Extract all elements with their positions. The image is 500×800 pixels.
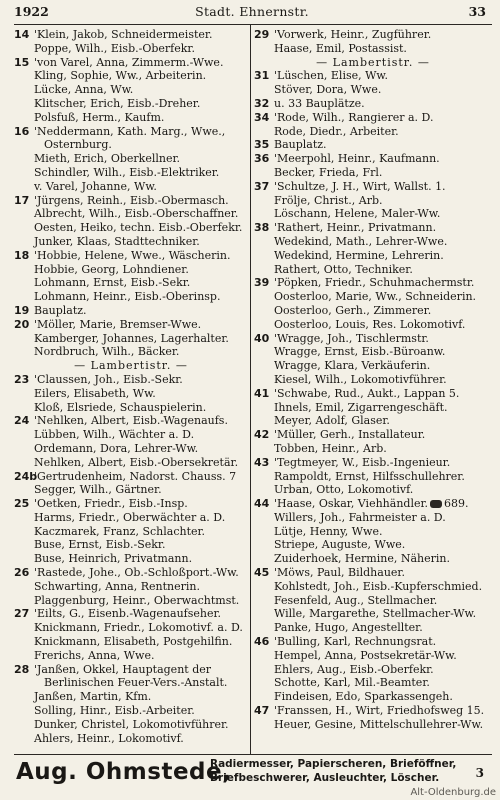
page-header — [14, 4, 490, 20]
house-number: 46 — [254, 635, 270, 649]
entry-text: 'Lüschen, Elise, Ww. — [274, 69, 389, 83]
directory-entry — [254, 69, 492, 83]
directory-entry — [254, 497, 492, 511]
directory-entry — [14, 511, 248, 525]
directory-entry — [254, 690, 492, 704]
directory-entry — [14, 663, 248, 677]
directory-entry — [254, 511, 492, 525]
entry-text: Fesenfeld, Aug., Stellmacher. — [274, 593, 438, 607]
header-page-number: 33 — [468, 4, 486, 19]
entry-text: Zuiderhoek, Hermine, Näherin. — [274, 552, 450, 566]
directory-entry — [254, 194, 492, 208]
entry-text: 'Schwabe, Rud., Aukt., Lappan 5. — [274, 386, 460, 400]
directory-entry — [14, 180, 248, 194]
telephone-icon — [430, 500, 442, 508]
entry-text: Solling, Hinr., Eisb.-Arbeiter. — [34, 704, 195, 718]
house-number: 42 — [254, 428, 270, 442]
entry-text: Knickmann, Friedr., Lokomotivf. a. D. — [34, 621, 243, 635]
ad-line-1: Radiermesser, Papierscheren, Brieföffner, — [210, 758, 457, 770]
entry-text: Wedekind, Hermine, Lehrerin. — [274, 248, 444, 262]
entry-text: 'Hobbie, Helene, Wwe., Wäscherin. — [34, 248, 231, 262]
footer-number: 3 — [475, 766, 484, 780]
directory-entry — [254, 166, 492, 180]
directory-entry — [14, 470, 248, 484]
house-number: 39 — [254, 276, 270, 290]
entry-text: Osternburg. — [44, 138, 112, 152]
directory-entry — [14, 483, 248, 497]
entry-text: 'Neddermann, Kath. Marg., Wwe., — [34, 124, 226, 138]
house-number: 19 — [14, 303, 30, 317]
entry-text: 'Claussen, Joh., Eisb.-Sekr. — [34, 372, 183, 386]
directory-entry — [14, 207, 248, 221]
directory-entry — [254, 483, 492, 497]
directory-entry — [14, 166, 248, 180]
directory-entry — [14, 138, 248, 152]
directory-entry — [254, 649, 492, 663]
entry-text: 'Eilts, G., Eisenb.-Wagenaufseher. — [34, 607, 222, 621]
directory-entry — [14, 594, 248, 608]
directory-entry — [14, 428, 248, 442]
footer-rule — [14, 754, 492, 755]
directory-entry — [254, 538, 492, 552]
entry-text: Frerichs, Anna, Wwe. — [34, 648, 155, 662]
directory-entry — [14, 414, 248, 428]
ad-line-2: Briefbeschwerer, Ausleuchter, Löscher. — [210, 772, 440, 784]
entry-text: Lohmann, Ernst, Eisb.-Sekr. — [34, 276, 191, 290]
header-year: 1922 — [14, 4, 49, 19]
directory-entry — [254, 180, 492, 194]
house-number: 27 — [14, 607, 30, 621]
directory-entry — [14, 401, 248, 415]
entry-text: Wedekind, Math., Lehrer-Wwe. — [274, 234, 448, 248]
directory-entry — [254, 373, 492, 387]
directory-entry — [254, 359, 492, 373]
directory-entry — [14, 290, 248, 304]
street-section-heading — [254, 56, 492, 70]
header-title: Stadt. Ehnernstr. — [195, 4, 309, 19]
directory-entry — [254, 111, 492, 125]
entry-text: 'Schultze, J. H., Wirt, Wallst. 1. — [274, 179, 446, 193]
entry-text: Poppe, Wilh., Eisb.-Oberfekr. — [34, 41, 195, 55]
entry-text: Meyer, Adolf, Glaser. — [274, 414, 390, 428]
entry-text: Wragge, Klara, Verkäuferin. — [274, 359, 431, 373]
directory-entry — [254, 704, 492, 718]
directory-entry — [254, 387, 492, 401]
entry-text: Schwarting, Anna, Rentnerin. — [34, 579, 200, 593]
entry-text: Wragge, Ernst, Eisb.-Büroanw. — [274, 345, 446, 359]
house-number: 34 — [254, 110, 270, 124]
directory-entry — [14, 111, 248, 125]
directory-entry — [254, 456, 492, 470]
directory-entry — [254, 470, 492, 484]
entry-text: 'Möws, Paul, Bildhauer. — [274, 566, 405, 580]
directory-entry — [254, 566, 492, 580]
entry-text: Albrecht, Wilh., Eisb.-Oberschaffner. — [34, 207, 239, 221]
entry-text: v. Varel, Johanne, Ww. — [34, 179, 157, 193]
entry-text: 'Franssen, H., Wirt, Friedhofsweg 15. — [274, 704, 485, 718]
entry-text: Hobbie, Georg, Lohndiener. — [34, 262, 189, 276]
directory-entry — [14, 194, 248, 208]
entry-text: Janßen, Martin, Kfm. — [34, 690, 152, 704]
house-number: 28 — [14, 662, 30, 676]
entry-text: 'von Varel, Anna, Zimmerm.-Wwe. — [34, 55, 224, 69]
directory-entry — [14, 97, 248, 111]
directory-entry — [254, 138, 492, 152]
entry-text: Nordbruch, Wilh., Bäcker. — [34, 345, 180, 359]
directory-entry — [14, 690, 248, 704]
directory-entry — [14, 621, 248, 635]
ad-text — [210, 757, 470, 785]
entry-text: Heuer, Gesine, Mittelschullehrer-Ww. — [274, 717, 484, 731]
house-number: 18 — [14, 248, 30, 262]
directory-entry — [14, 304, 248, 318]
ad-brand: Aug. Ohmstede, — [16, 759, 232, 785]
directory-entry — [14, 676, 248, 690]
directory-entry — [254, 28, 492, 42]
directory-entry — [254, 290, 492, 304]
directory-entry — [254, 276, 492, 290]
entry-text: Polsfuß, Herm., Kaufm. — [34, 110, 165, 124]
entry-text: Lücke, Anna, Ww. — [34, 83, 134, 97]
directory-entry — [14, 552, 248, 566]
entry-text: Harms, Friedr., Oberwächter a. D. — [34, 510, 226, 524]
house-number: 32 — [254, 96, 270, 110]
directory-entry — [254, 635, 492, 649]
entry-text: Kamberger, Johannes, Lagerhalter. — [34, 331, 229, 345]
directory-entry — [254, 318, 492, 332]
entry-text: Junker, Klaas, Stadttechniker. — [34, 234, 200, 248]
house-number: 25 — [14, 497, 30, 511]
entry-text: Ahlers, Heinr., Lokomotivf. — [34, 731, 184, 745]
entry-text: Kiesel, Wilh., Lokomotivführer. — [274, 372, 447, 386]
directory-entry — [254, 83, 492, 97]
house-number: 31 — [254, 69, 270, 83]
directory-entry — [14, 263, 248, 277]
entry-text: 'Janßen, Okkel, Hauptagent der — [34, 662, 211, 676]
entry-text: Löschann, Helene, Maler-Ww. — [274, 207, 441, 221]
entry-text: Oesten, Heiko, techn. Eisb.-Oberfekr. — [34, 221, 243, 235]
entry-text: Findeisen, Edo, Sparkassengeh. — [274, 690, 453, 704]
entry-text: 'Rode, Wilh., Rangierer a. D. — [274, 110, 434, 124]
entry-text: 'Gertrudenheim, Nadorst. Chauss. 7 — [34, 469, 237, 483]
house-number: 43 — [254, 455, 270, 469]
entry-text: Lohmann, Heinr., Eisb.-Oberinsp. — [34, 290, 221, 304]
street-section-heading — [14, 359, 248, 373]
header-rule — [14, 24, 492, 25]
entry-text: Kohlstedt, Joh., Eisb.-Kupferschmied. — [274, 579, 483, 593]
entry-text: Dunker, Christel, Lokomotivführer. — [34, 717, 229, 731]
directory-entry — [254, 332, 492, 346]
entry-text: 'Rathert, Heinr., Privatmann. — [274, 221, 437, 235]
directory-entry — [14, 152, 248, 166]
entry-text: Striepe, Auguste, Wwe. — [274, 538, 406, 552]
directory-entry — [14, 332, 248, 346]
directory-entry — [14, 566, 248, 580]
entry-text: u. 33 Bauplätze. — [274, 96, 365, 110]
house-number: 44 — [254, 497, 270, 511]
directory-entry — [254, 401, 492, 415]
directory-entry — [14, 718, 248, 732]
directory-entry — [14, 345, 248, 359]
entry-text: 'Jürgens, Reinh., Eisb.-Obermasch. — [34, 193, 229, 207]
left-column — [14, 28, 248, 745]
entry-text: Bauplatz. — [274, 138, 327, 152]
directory-entry — [14, 635, 248, 649]
entry-text: Ihnels, Emil, Zigarrengeschäft. — [274, 400, 448, 414]
entry-text: 'Nehlken, Albert, Eisb.-Wagenaufs. — [34, 414, 228, 428]
entry-text: 'Rastede, Johe., Ob.-Schloßport.-Ww. — [34, 566, 239, 580]
entry-text: Tobben, Heinr., Arb. — [274, 441, 387, 455]
directory-entry — [254, 263, 492, 277]
entry-text: Bauplatz. — [34, 303, 87, 317]
directory-entry — [254, 221, 492, 235]
directory-entry — [254, 594, 492, 608]
directory-entry — [14, 732, 248, 746]
entry-text: Buse, Ernst, Eisb.-Sekr. — [34, 538, 166, 552]
house-number: 37 — [254, 179, 270, 193]
entry-text: Ehlers, Aug., Eisb.-Oberfekr. — [274, 662, 434, 676]
entry-text: Kloß, Elsriede, Schauspielerin. — [34, 400, 207, 414]
directory-entry — [254, 152, 492, 166]
entry-text: Rode, Diedr., Arbeiter. — [274, 124, 399, 138]
entry-text: Schindler, Wilh., Eisb.-Elektriker. — [34, 165, 220, 179]
entry-text: Schotte, Karl, Mil.-Beamter. — [274, 676, 430, 690]
directory-entry — [254, 552, 492, 566]
directory-entry — [14, 373, 248, 387]
directory-entry — [254, 525, 492, 539]
directory-entry — [254, 580, 492, 594]
house-number: 35 — [254, 138, 270, 152]
directory-entry — [14, 649, 248, 663]
directory-entry — [14, 580, 248, 594]
directory-entry — [14, 525, 248, 539]
entry-text: Nehlken, Albert, Eisb.-Obersekretär. — [34, 455, 239, 469]
directory-entry — [14, 456, 248, 470]
entry-text: 'Oetken, Friedr., Eisb.-Insp. — [34, 497, 188, 511]
directory-entry — [254, 428, 492, 442]
entry-text: Lütje, Henny, Wwe. — [274, 524, 383, 538]
entry-text: Haase, Emil, Postassist. — [274, 41, 407, 55]
entry-text: Stöver, Dora, Wwe. — [274, 83, 382, 97]
column-divider — [250, 24, 251, 754]
house-number: 14 — [14, 28, 30, 41]
directory-entry — [254, 442, 492, 456]
directory-entry — [254, 125, 492, 139]
directory-entry — [254, 97, 492, 111]
entry-text: 'Müller, Gerh., Installateur. — [274, 428, 426, 442]
directory-entry — [14, 69, 248, 83]
directory-entry — [14, 56, 248, 70]
entry-text: 'Möller, Marie, Bremser-Wwe. — [34, 317, 202, 331]
entry-text: Kaczmarek, Franz, Schlachter. — [34, 524, 206, 538]
directory-entry — [14, 704, 248, 718]
entry-text: Klitscher, Erich, Eisb.-Dreher. — [34, 96, 201, 110]
watermark: Alt-Oldenburg.de — [410, 787, 496, 798]
directory-entry — [254, 42, 492, 56]
directory-entry — [254, 607, 492, 621]
entry-text: Hempel, Anna, Postsekretär-Ww. — [274, 648, 457, 662]
entry-text: Frölje, Christ., Arb. — [274, 193, 383, 207]
directory-entry — [14, 42, 248, 56]
directory-entry — [14, 83, 248, 97]
telephone-number: 689. — [444, 497, 469, 511]
directory-entry — [14, 221, 248, 235]
house-number: 47 — [254, 704, 270, 718]
entry-text: Wille, Margarethe, Stellmacher-Ww. — [274, 607, 477, 621]
directory-entry — [254, 676, 492, 690]
directory-entry — [14, 497, 248, 511]
directory-entry — [254, 345, 492, 359]
directory-entry — [14, 249, 248, 263]
directory-entry — [14, 276, 248, 290]
entry-text: 'Tegtmeyer, W., Eisb.-Ingenieur. — [274, 455, 451, 469]
directory-entry — [254, 663, 492, 677]
entry-text: Oosterloo, Marie, Ww., Schneiderin. — [274, 290, 477, 304]
entry-text: Rathert, Otto, Techniker. — [274, 262, 413, 276]
entry-text: Oosterloo, Louis, Res. Lokomotivf. — [274, 317, 466, 331]
directory-entry — [254, 207, 492, 221]
house-number: 26 — [14, 566, 30, 580]
entry-text: Kling, Sophie, Ww., Arbeiterin. — [34, 69, 207, 83]
entry-text: Berlinischen Feuer-Vers.-Anstalt. — [44, 676, 228, 690]
entry-text: Lübben, Wilh., Wächter a. D. — [34, 428, 195, 442]
entry-text: Segger, Wilh., Gärtner. — [34, 483, 162, 497]
entry-text: Ordemann, Dora, Lehrer-Ww. — [34, 441, 199, 455]
entry-text: 'Pöpken, Friedr., Schuhmachermstr. — [274, 276, 475, 290]
directory-entry — [254, 249, 492, 263]
entry-text: 'Wragge, Joh., Tischlermstr. — [274, 331, 429, 345]
entry-text: 'Bulling, Karl, Rechnungsrat. — [274, 635, 437, 649]
entry-text: 'Vorwerk, Heinr., Zugführer. — [274, 28, 432, 41]
directory-entry — [14, 442, 248, 456]
house-number: 45 — [254, 566, 270, 580]
house-number: 15 — [14, 55, 30, 69]
directory-entry — [254, 621, 492, 635]
directory-entry — [14, 538, 248, 552]
advertisement-footer — [14, 757, 490, 787]
directory-entry — [14, 318, 248, 332]
directory-entry — [254, 414, 492, 428]
section-label: — Lambertistr. — — [74, 359, 188, 373]
directory-entry — [254, 718, 492, 732]
entry-text: Knickmann, Elisabeth, Postgehilfin. — [34, 635, 233, 649]
entry-text: Panke, Hugo, Angestellter. — [274, 621, 423, 635]
entry-text: Becker, Frieda, Frl. — [274, 165, 383, 179]
house-number: 40 — [254, 331, 270, 345]
house-number: 36 — [254, 152, 270, 166]
entry-text: 'Klein, Jakob, Schneidermeister. — [34, 28, 213, 41]
entry-text: Oosterloo, Gerh., Zimmerer. — [274, 303, 432, 317]
directory-entry — [14, 28, 248, 42]
entry-text: 'Haase, Oskar, Viehhändler. — [274, 497, 429, 511]
directory-entry — [254, 235, 492, 249]
section-label: — Lambertistr. — — [316, 55, 430, 69]
house-number: 20 — [14, 317, 30, 331]
house-number: 38 — [254, 221, 270, 235]
entry-text: Urban, Otto, Lokomotivf. — [274, 483, 414, 497]
directory-entry — [14, 387, 248, 401]
entry-text: Plaggenburg, Heinr., Oberwachtmst. — [34, 593, 240, 607]
right-column — [254, 28, 492, 732]
directory-entry — [14, 125, 248, 139]
house-number: 41 — [254, 386, 270, 400]
house-number: 24b — [14, 469, 38, 483]
entry-text: Mieth, Erich, Oberkellner. — [34, 152, 181, 166]
directory-entry — [254, 304, 492, 318]
house-number: 24 — [14, 414, 30, 428]
house-number: 16 — [14, 124, 30, 138]
entry-text: Rampoldt, Ernst, Hilfsschullehrer. — [274, 469, 465, 483]
entry-text: Eilers, Elisabeth, Ww. — [34, 386, 156, 400]
entry-text: Buse, Heinrich, Privatmann. — [34, 552, 193, 566]
house-number: 17 — [14, 193, 30, 207]
entry-text: Willers, Joh., Fahrmeister a. D. — [274, 510, 446, 524]
entry-text: 'Meerpohl, Heinr., Kaufmann. — [274, 152, 440, 166]
directory-entry — [14, 607, 248, 621]
house-number: 23 — [14, 372, 30, 386]
directory-entry — [14, 235, 248, 249]
house-number: 29 — [254, 28, 270, 41]
